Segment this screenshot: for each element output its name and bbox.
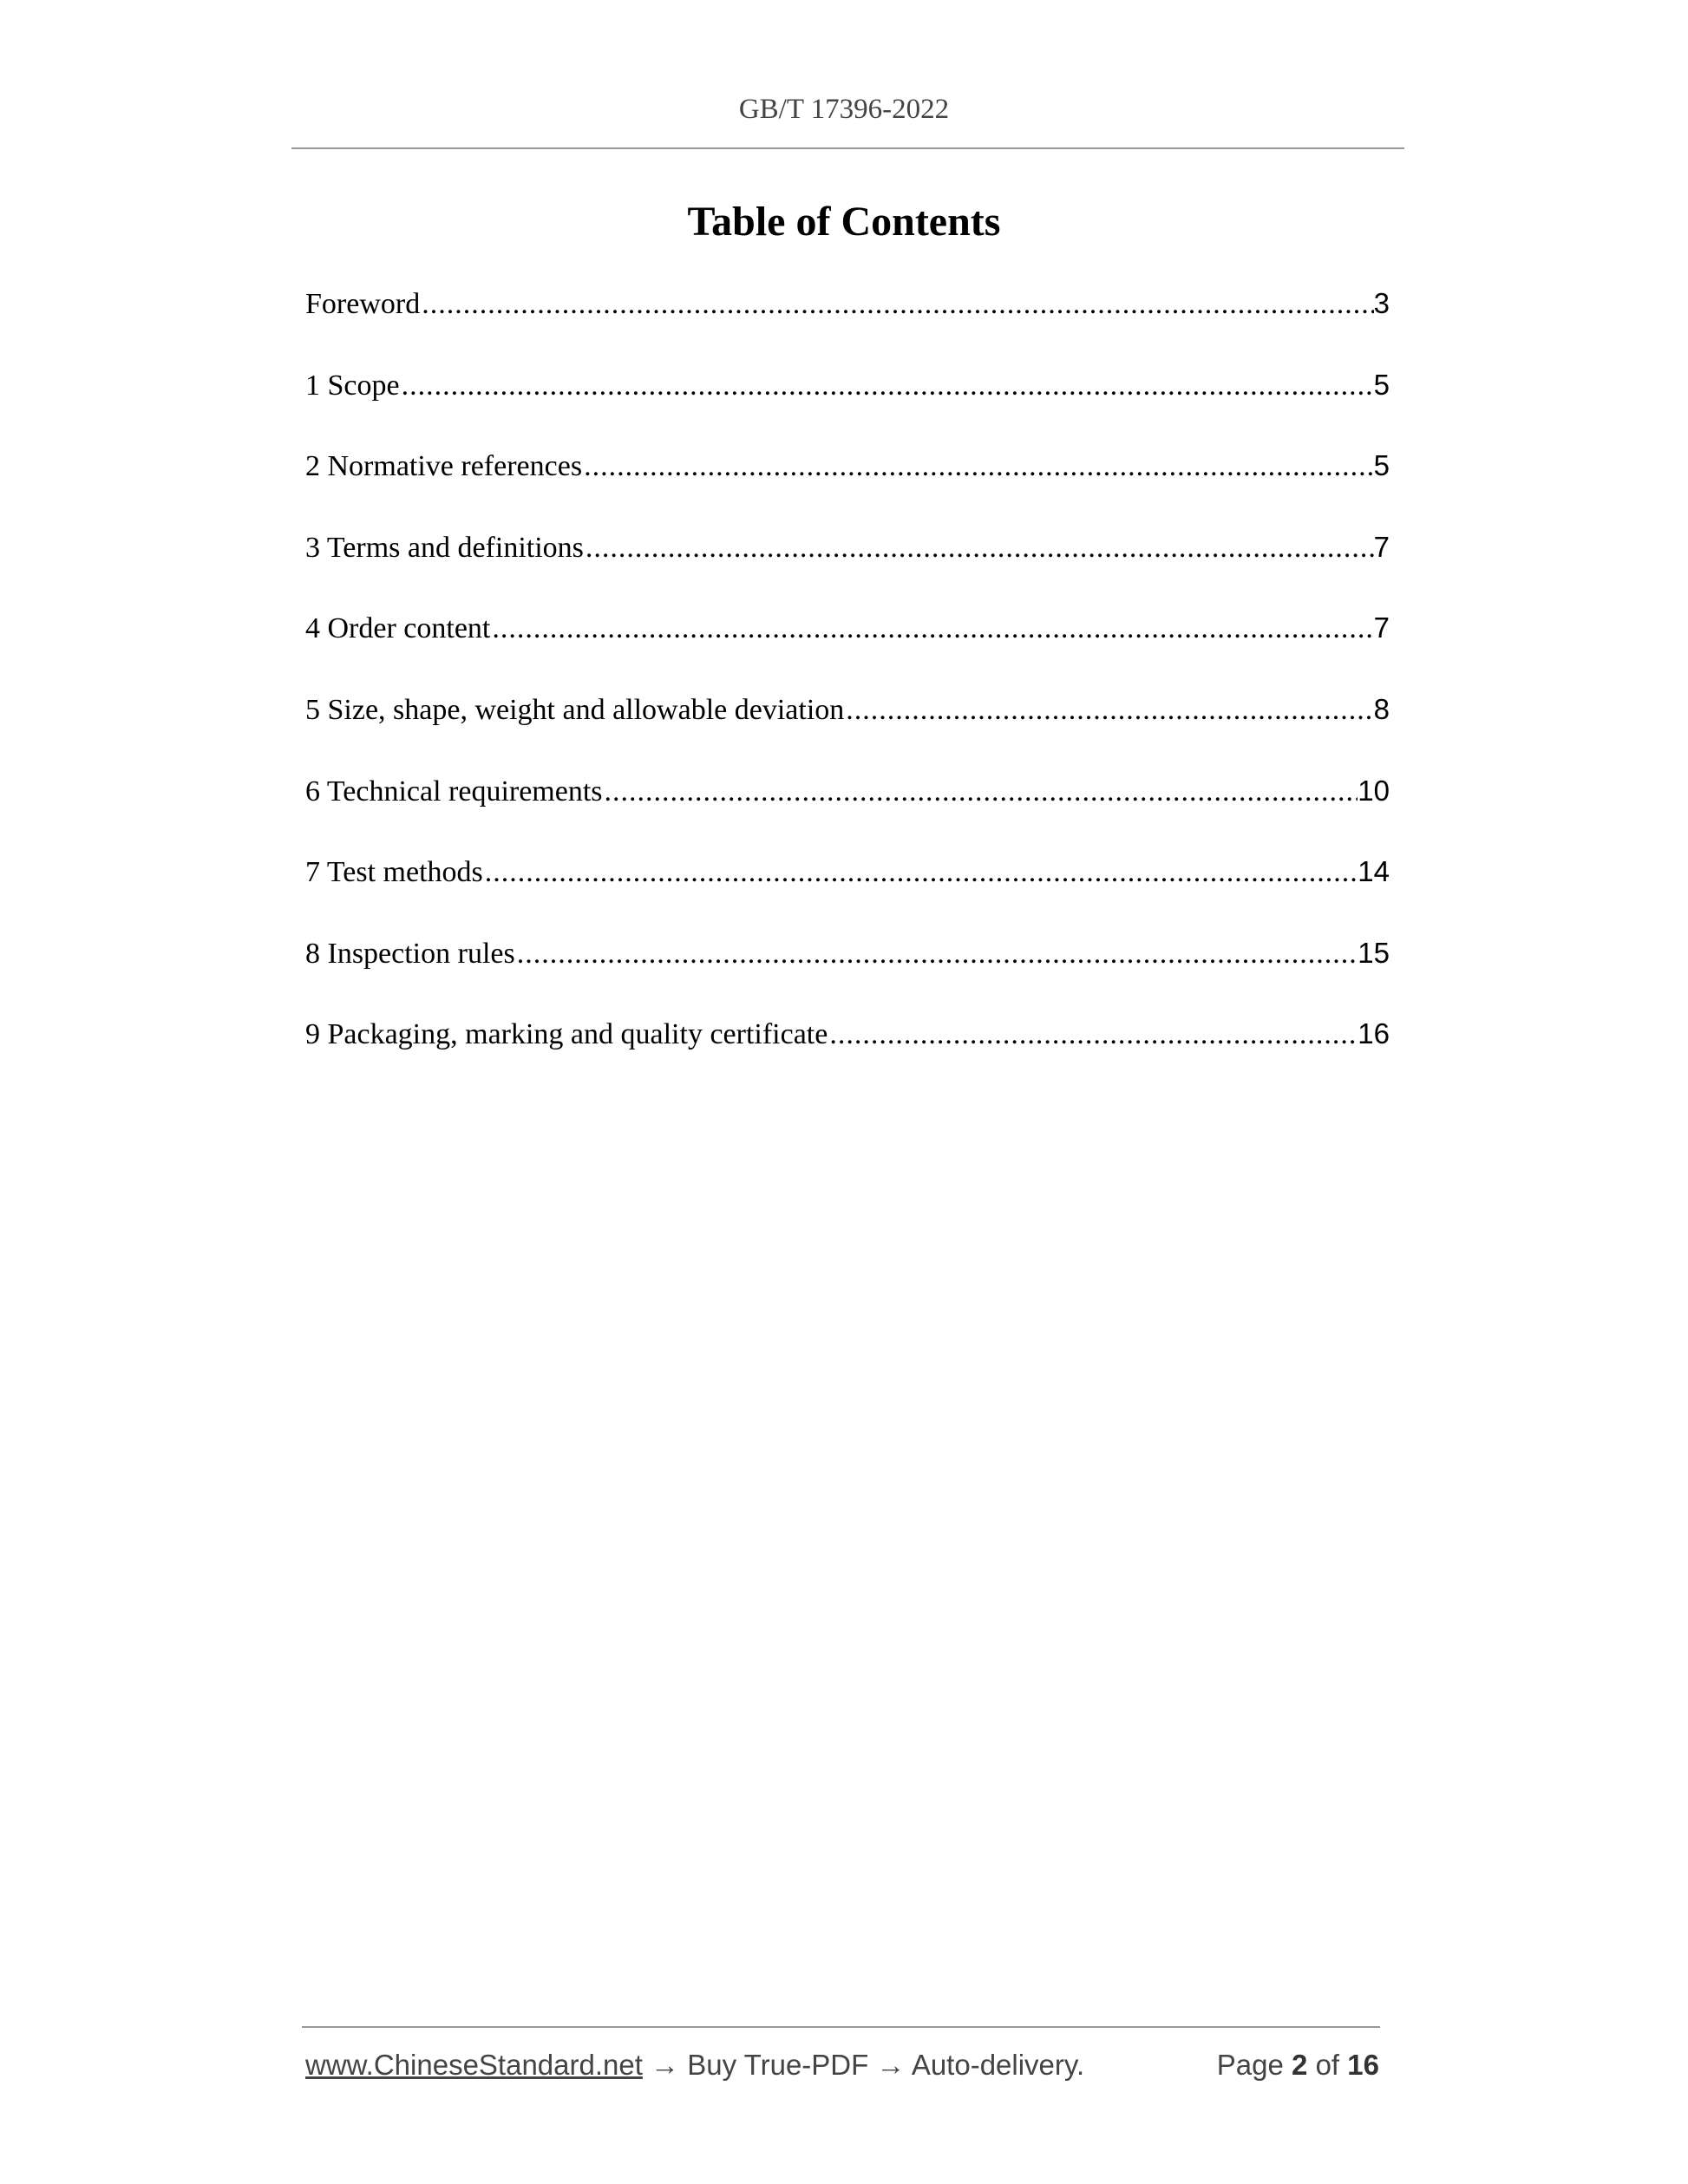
toc-entry-label: 7 Test methods [305,856,483,889]
toc-entry-packaging-marking[interactable] [305,1010,1390,1091]
toc-entry-label: 1 Scope [305,369,400,402]
toc-dot-leader [828,1010,1358,1059]
toc-entry-inspection-rules[interactable] [305,929,1390,1010]
toc-entry-page: 3 [1373,287,1390,319]
toc-dot-leader [582,442,1374,491]
of-word: of [1315,2049,1340,2081]
toc-dot-leader [844,686,1373,735]
toc-entry-page: 5 [1373,368,1390,401]
page-footer [305,2049,1379,2082]
toc-entry-label: 2 Normative references [305,450,583,483]
toc-entry-size-shape-weight[interactable] [305,685,1390,767]
document-code-header: GB/T 17396-2022 [738,94,950,125]
toc-entry-label: 4 Order content [305,612,491,645]
toc-entry-label: Foreword [305,288,421,320]
total-page-count: 16 [1347,2049,1379,2081]
toc-entry-normative-references[interactable] [305,441,1390,523]
toc-entry-page: 7 [1373,530,1390,563]
header-divider [291,147,1404,149]
toc-dot-leader [420,280,1373,329]
toc-entry-label: 8 Inspection rules [305,937,515,970]
toc-entry-label: 6 Technical requirements [305,775,603,808]
toc-entry-terms-definitions[interactable] [305,523,1390,605]
footer-divider [302,2026,1380,2028]
toc-entry-page: 14 [1358,855,1390,888]
toc-title: Table of Contents [687,199,1001,245]
footer-promo-text: → Buy True-PDF → Auto-delivery. [651,2049,1085,2081]
footer-promo [305,2049,1084,2082]
toc-dot-leader [400,362,1374,410]
toc-entry-technical-requirements[interactable] [305,767,1390,848]
toc-dot-leader [483,848,1358,897]
toc-dot-leader [515,930,1358,978]
toc-entry-foreword[interactable] [305,279,1390,361]
toc-entry-page: 7 [1373,611,1390,644]
toc-dot-leader [584,524,1374,572]
toc-entry-label: 3 Terms and definitions [305,531,584,564]
toc-entry-page: 16 [1358,1017,1390,1050]
toc-entry-scope[interactable] [305,361,1390,442]
toc-dot-leader [490,605,1373,653]
table-of-contents [305,279,1390,1091]
toc-entry-page: 5 [1373,449,1390,482]
toc-entry-order-content[interactable] [305,604,1390,685]
page-word: Page [1216,2049,1284,2081]
toc-entry-page: 8 [1373,692,1390,725]
toc-entry-test-methods[interactable] [305,847,1390,929]
toc-entry-label: 5 Size, shape, weight and allowable deviation [305,693,845,726]
toc-entry-page: 15 [1358,936,1390,969]
toc-entry-page: 10 [1358,774,1390,807]
toc-entry-label: 9 Packaging, marking and quality certificate [305,1018,828,1051]
website-link[interactable]: www.ChineseStandard.net [305,2049,643,2081]
page-indicator [1217,2049,1379,2082]
toc-dot-leader [603,768,1358,816]
current-page-number: 2 [1292,2049,1308,2081]
